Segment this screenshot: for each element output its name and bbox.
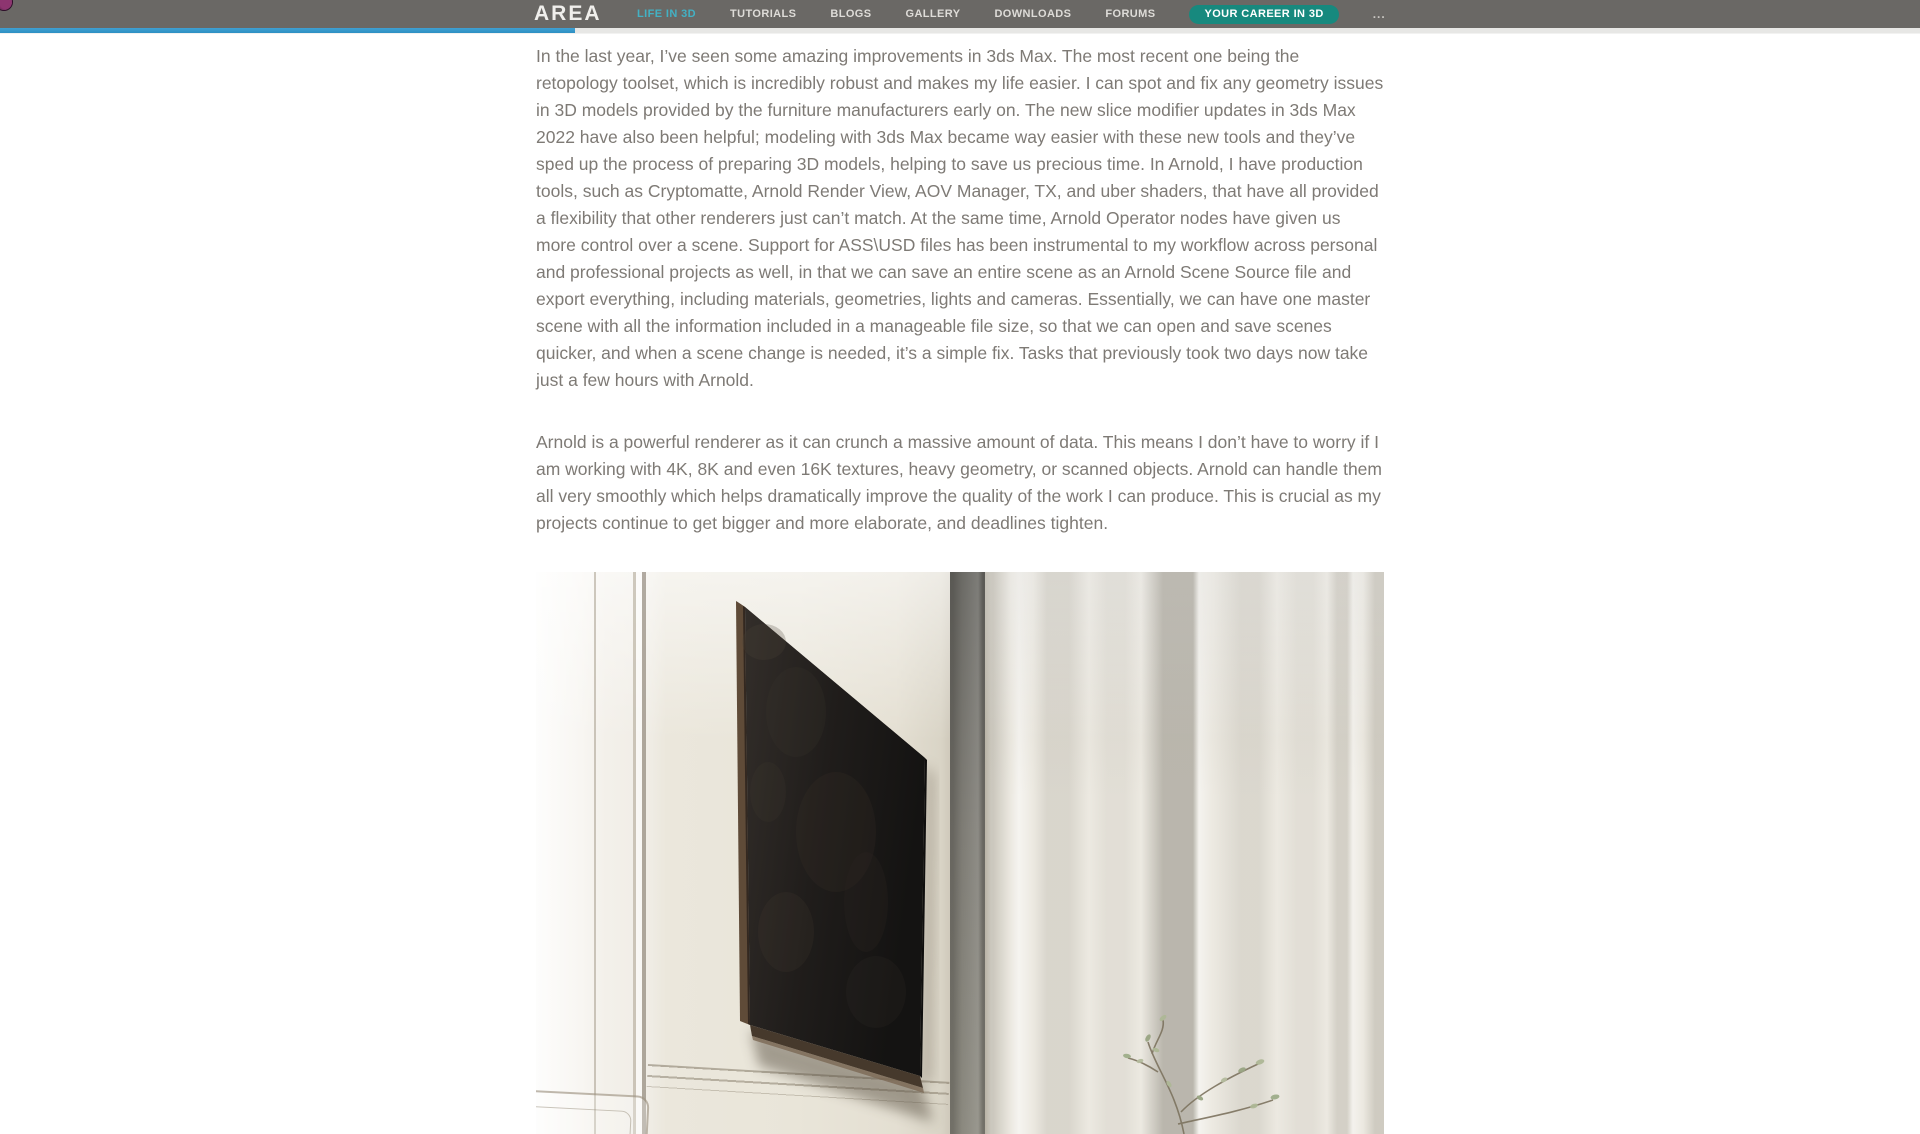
nav-item-downloads[interactable]: DOWNLOADS [994,8,1072,20]
nav-item-life-in-3d[interactable]: LIFE IN 3D [637,8,697,20]
nav-more-menu[interactable]: ... [1372,7,1386,21]
main-menu [637,0,1386,28]
plant-branch [536,572,1384,1134]
article-paragraph: Arnold is a powerful renderer as it can crunch a massive amount of data. This means I don’t have to worry if I am working with 4K, 8K and even 16K textures, heavy geometry, or scanned objects. Arnold can handle them all very smoothly which helps dramatically improve the quality of the work I can produce. This is crucial as my projects continue to get bigger and more elaborate, and deadlines tighten. [536,432,1382,533]
nav-item-tutorials[interactable]: TUTORIALS [730,8,797,20]
reading-progress-fill [0,28,575,33]
article-body [536,33,1384,1134]
article-paragraph: In the last year, I’ve seen some amazing improvements in 3ds Max. The most recent one being the retopology toolset, which is incredibly robust and makes my life easier. I can spot and fix any geometry issues in 3D models provided by the furniture manufacturers early on. The new slice modifier updates in 3ds Max 2022 have also been helpful; modeling with 3ds Max became way easier with these new tools and they’ve sped up the process of preparing 3D models, helping to save us precious time. In Arnold, I have production tools, such as Cryptomatte, Arnold Render View, AOV Manager, TX, and uber shaders, that have all provided a flexibility that other renderers just can’t match. At the same time, Arnold Operator nodes have given us more control over a scene. Support for ASS\USD files has been instrumental to my workflow across personal and professional projects as well, in that we can save an entire scene as an Arnold Scene Source file and export everything, including materials, geometries, lights and cameras. Essentially, we can have one master scene with all the information included in a manageable file size, so that we can open and save scenes quicker, and when a scene change is needed, it’s a simple fix. Tasks that previously took two days now take just a few hours with Arnold. [536,46,1384,390]
top-nav [0,0,1920,28]
nav-item-forums[interactable]: FORUMS [1105,8,1156,20]
nav-item-blogs[interactable]: BLOGS [830,8,872,20]
career-in-3d-button[interactable]: YOUR CAREER IN 3D [1189,5,1338,24]
nav-item-gallery[interactable]: GALLERY [905,8,961,20]
area-logo[interactable]: AREA [534,2,602,25]
article-image [536,572,1384,1134]
corner-badge-icon [0,0,12,10]
